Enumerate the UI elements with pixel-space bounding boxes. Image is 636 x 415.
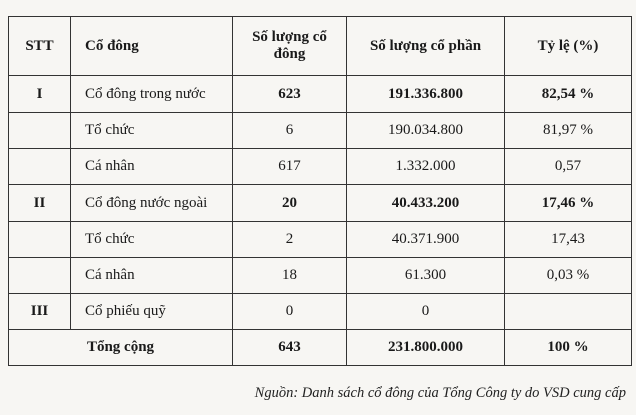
- cell-stt: [9, 113, 71, 149]
- total-label: Tổng cộng: [9, 330, 233, 366]
- cell-shareholder: Cá nhân: [71, 258, 233, 294]
- cell-shareholder-count: 6: [233, 113, 347, 149]
- cell-ratio: [505, 294, 632, 330]
- cell-shareholder: Tổ chức: [71, 222, 233, 258]
- table-row: [9, 294, 632, 330]
- cell-shareholder: Tổ chức: [71, 113, 233, 149]
- cell-stt: III: [9, 294, 71, 330]
- table-header-row: [9, 17, 632, 76]
- cell-shareholder: Cổ phiếu quỹ: [71, 294, 233, 330]
- table-body: [9, 76, 632, 366]
- total-share-count: 231.800.000: [347, 330, 505, 366]
- table-row: [9, 76, 632, 113]
- cell-shareholder-count: 18: [233, 258, 347, 294]
- cell-ratio: 0,57: [505, 149, 632, 185]
- header-shareholder-count: Số lượng cổ đông: [233, 17, 347, 76]
- shareholder-table: [8, 16, 632, 366]
- header-ratio: Tỷ lệ (%): [505, 17, 632, 76]
- cell-shareholder-count: 0: [233, 294, 347, 330]
- cell-shareholder: Cổ đông nước ngoài: [71, 185, 233, 222]
- cell-stt: [9, 258, 71, 294]
- cell-share-count: 61.300: [347, 258, 505, 294]
- cell-ratio: 0,03 %: [505, 258, 632, 294]
- cell-shareholder: Cổ đông trong nước: [71, 76, 233, 113]
- cell-share-count: 40.433.200: [347, 185, 505, 222]
- cell-ratio: 17,43: [505, 222, 632, 258]
- cell-shareholder-count: 623: [233, 76, 347, 113]
- table-row: [9, 149, 632, 185]
- total-ratio: 100 %: [505, 330, 632, 366]
- cell-shareholder: Cá nhân: [71, 149, 233, 185]
- source-caption: Nguồn: Danh sách cổ đông của Tổng Công ty do VSD cung cấp: [254, 385, 626, 401]
- cell-share-count: 1.332.000: [347, 149, 505, 185]
- cell-stt: I: [9, 76, 71, 113]
- cell-shareholder-count: 617: [233, 149, 347, 185]
- cell-shareholder-count: 2: [233, 222, 347, 258]
- cell-ratio: 81,97 %: [505, 113, 632, 149]
- cell-shareholder-count: 20: [233, 185, 347, 222]
- table-row: [9, 258, 632, 294]
- cell-share-count: 0: [347, 294, 505, 330]
- cell-share-count: 190.034.800: [347, 113, 505, 149]
- cell-stt: [9, 149, 71, 185]
- cell-stt: II: [9, 185, 71, 222]
- cell-share-count: 40.371.900: [347, 222, 505, 258]
- table-row: [9, 185, 632, 222]
- header-stt: STT: [9, 17, 71, 76]
- cell-ratio: 17,46 %: [505, 185, 632, 222]
- table-row: [9, 113, 632, 149]
- cell-share-count: 191.336.800: [347, 76, 505, 113]
- cell-stt: [9, 222, 71, 258]
- table-row: [9, 222, 632, 258]
- table-total-row: [9, 330, 632, 366]
- header-shareholder: Cổ đông: [71, 17, 233, 76]
- header-share-count: Số lượng cổ phần: [347, 17, 505, 76]
- total-shareholder-count: 643: [233, 330, 347, 366]
- cell-ratio: 82,54 %: [505, 76, 632, 113]
